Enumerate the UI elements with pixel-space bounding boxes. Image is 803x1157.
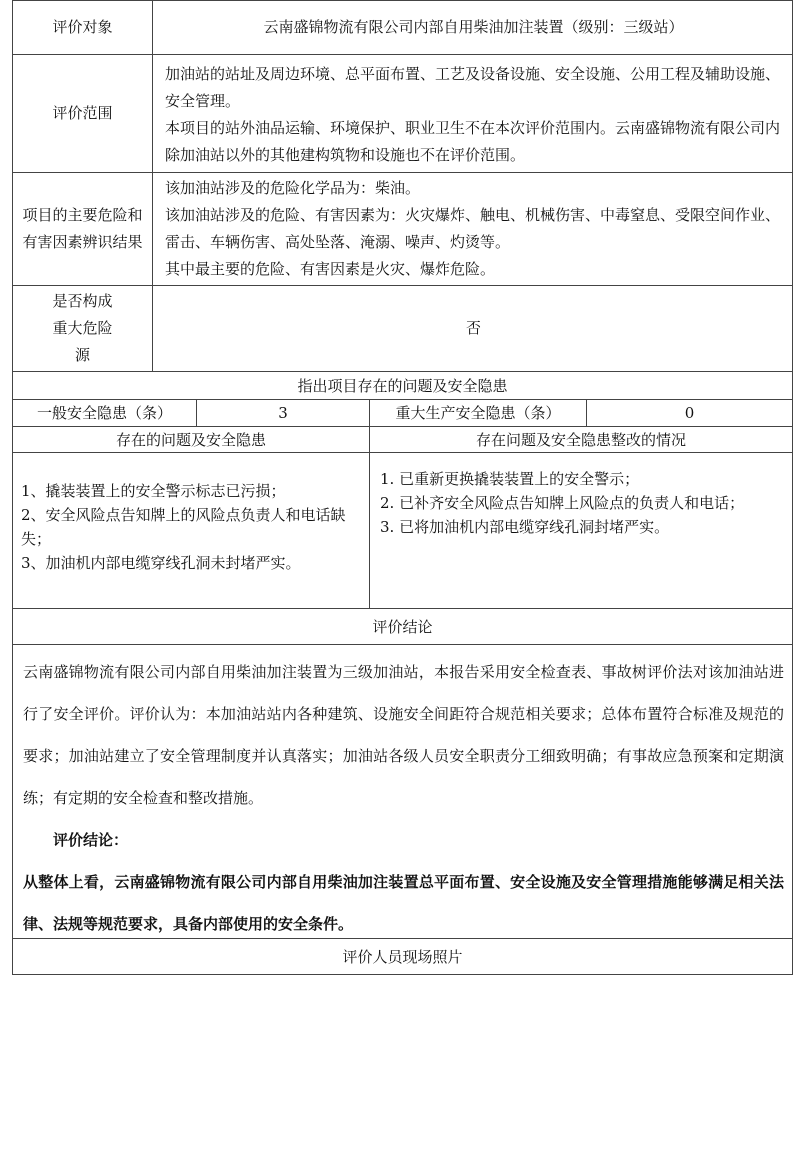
- issues-section-title: 指出项目存在的问题及安全隐患: [12, 372, 793, 400]
- hazard-paragraph: 其中最主要的危险、有害因素是火灾、爆炸危险。: [165, 260, 496, 278]
- general-hazard-count-label: 一般安全隐患（条）: [13, 400, 197, 426]
- row-evaluation-object: [12, 0, 793, 55]
- conclusion-body: [13, 645, 792, 938]
- issue-item: 1、撬装装置上的安全警示标志已污损；: [21, 482, 286, 500]
- issues-list: [13, 453, 370, 608]
- rectification-item: 2. 已补齐安全风险点告知牌上风险点的负责人和电话；: [380, 494, 745, 512]
- evaluation-summary-table: [12, 0, 793, 975]
- hazard-paragraph: 该加油站涉及的危险、有害因素为：火灾爆炸、触电、机械伤害、中毒窒息、受限空间作业、雷击、车辆伤害、高处坠落、淹溺、噪声、灼烫等。: [165, 206, 781, 251]
- row-conclusion-body: [12, 645, 793, 939]
- rectification-item: 1. 已重新更换撬装装置上的安全警示；: [380, 470, 640, 488]
- row-issues-header: [12, 427, 793, 453]
- major-hazard-count-value: 0: [684, 404, 695, 422]
- issue-item: 3、加油机内部电缆穿线孔洞未封堵严实。: [21, 554, 301, 572]
- row-major-hazard-source: [12, 286, 793, 372]
- evaluation-scope-label: 评价范围: [13, 55, 153, 172]
- conclusion-section-title: 评价结论: [12, 609, 793, 645]
- major-hazard-count-label: 重大生产安全隐患（条）: [370, 400, 587, 426]
- issues-header-left: 存在的问题及安全隐患: [13, 427, 370, 452]
- row-hazard-counts: [12, 400, 793, 427]
- evaluation-object-label: 评价对象: [13, 1, 153, 54]
- major-hazard-value: 否: [465, 319, 481, 337]
- conclusion-sub-label: 评价结论：: [53, 831, 129, 849]
- conclusion-text: 云南盛锦物流有限公司内部自用柴油加注装置为三级加油站，本报告采用安全检查表、事故树评价法对该加油站进行了安全评价。评价认为：本加油站站内各种建筑、设施安全间距符合规范相关要求；总体布置符合标准及规范的要求；加油站建立了安全管理制度并认真落实；加油站各级人员安全职责分工细致明确；有事故应急预案和定期演练；有定期的安全检查和整改措施。: [23, 663, 784, 807]
- scope-paragraph: 加油站的站址及周边环境、总平面布置、工艺及设备设施、安全设施、公用工程及辅助设施、安全管理。: [165, 65, 781, 110]
- major-hazard-label: 是否构成重大危险源: [13, 286, 153, 371]
- evaluation-object-value: 云南盛锦物流有限公司内部自用柴油加注装置（级别：三级站）: [263, 18, 684, 36]
- scope-paragraph: 本项目的站外油品运输、环境保护、职业卫生不在本次评价范围内。云南盛锦物流有限公司内除加油站以外的其他建构筑物和设施也不在评价范围。: [165, 119, 781, 164]
- conclusion-bold-text: 从整体上看，云南盛锦物流有限公司内部自用柴油加注装置总平面布置、安全设施及安全管理措施能够满足相关法律、法规等规范要求，具备内部使用的安全条件。: [23, 873, 784, 933]
- issue-item: 2、安全风险点告知牌上的风险点负责人和电话缺失；: [21, 506, 346, 548]
- evaluation-scope-text: [153, 55, 792, 172]
- general-hazard-count-value: 3: [197, 400, 370, 426]
- hazard-identification-text: [153, 173, 792, 285]
- rectification-list: [370, 453, 792, 608]
- hazard-identification-label: 项目的主要危险和有害因素辨识结果: [13, 173, 153, 285]
- site-photos-title: 评价人员现场照片: [12, 939, 793, 975]
- rectification-item: 3. 已将加油机内部电缆穿线孔洞封堵严实。: [380, 518, 670, 536]
- row-evaluation-scope: [12, 55, 793, 173]
- hazard-paragraph: 该加油站涉及的危险化学品为：柴油。: [165, 179, 421, 197]
- row-hazard-identification: [12, 173, 793, 286]
- issues-header-right: 存在问题及安全隐患整改的情况: [475, 430, 686, 449]
- row-issues-body: [12, 453, 793, 609]
